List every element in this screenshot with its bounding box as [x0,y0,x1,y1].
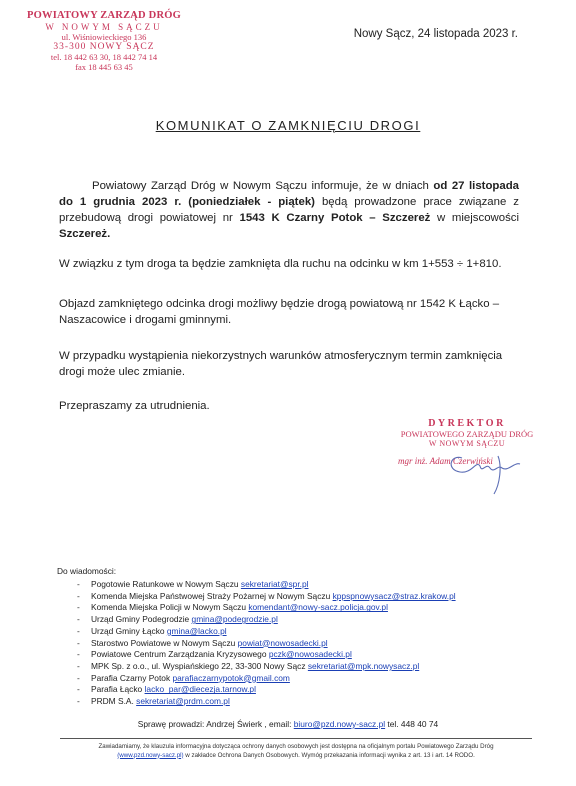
recipient-item [57,614,456,626]
list-dash: - [77,672,80,683]
recipient-name: PRDM S.A. [91,696,137,707]
stamp-zip: 33-300 NOWY SĄCZ [53,42,155,52]
recipient-item [57,626,456,638]
recipient-item [57,684,456,696]
recipient-item [57,638,456,650]
list-dash: - [77,625,80,636]
p1-text-d: będą prowadzone prace związane z przebudową drogi powiatowej nr [59,196,519,224]
recipient-email[interactable]: powiat@nowosadecki.pl [237,637,328,648]
recipient-email[interactable]: kppspnowysacz@straz.krakow.pl [332,590,456,601]
p1-road: 1543 K Czarny Potok – Szczereż [239,212,431,224]
recipients-list [57,566,456,708]
p1-dates: od 27 listopada do 1 grudnia 2023 r. [59,180,519,208]
document-date: Nowy Sącz, 24 listopada 2023 r. [353,28,518,40]
paragraph-apology: Przepraszamy za utrudnienia. [59,400,210,412]
recipient-item [57,602,456,614]
recipient-name: Pogotowie Ratunkowe w Nowym Sączu [91,579,241,589]
recipient-name: Komenda Miejska Policji w Nowym Sączu [91,602,249,613]
paragraph-weather: W przypadku wystąpienia niekorzystnych warunków atmosferycznym termin zamknięcia drogi może ulec zmianie. [59,350,503,378]
recipient-email[interactable]: sekretariat@mpk.nowysacz.pl [307,660,420,671]
recipient-item [57,673,456,685]
handler-prefix: Sprawę prowadzi: Andrzej Świerk , email: [137,719,294,729]
recipients-items [57,579,456,708]
list-dash: - [77,602,80,613]
recipient-email[interactable]: sekretariat@prdm.com.pl [136,696,230,707]
handler-phone: tel. 448 40 74 [385,719,439,729]
p1-locality: Szczereż. [59,228,111,240]
gdpr-website-link[interactable]: (www.pzd.nowy-sacz.pl) [117,751,184,759]
p1-text-a: Powiatowy Zarząd Dróg w Nowym Sączu informuje, że w dniach [92,180,434,192]
recipient-name: Parafia Czarny Potok [91,672,173,683]
paragraph-detour: Objazd zamkniętego odcinka drogi możliwy będzie drogą powiatową nr 1542 K Łącko – Naszacowice i drogami gminnymi. [59,298,500,326]
stamp-name: POWIATOWY ZARZĄD DRÓG [27,10,181,21]
recipient-email[interactable]: lacko_par@diecezja.tarnow.pl [144,684,256,695]
recipient-name: Starostwo Powiatowe w Nowym Sączu [91,637,238,648]
recipient-item [57,579,456,591]
recipient-item [57,649,456,661]
list-dash: - [77,579,80,589]
list-dash: - [77,649,80,660]
stamp-street: ul. Wiśniowieckiego 136 [61,32,147,42]
handwritten-signature-icon [402,436,542,496]
recipient-item [57,661,456,673]
recipient-name: Parafia Łącko [91,684,145,695]
signature-title: DYREKTOR [428,418,506,429]
p1-days: (poniedziałek - piątek) [188,196,315,208]
recipient-name: Urząd Gminy Łącko [91,625,167,636]
recipient-email[interactable]: sekretariat@spr.pl [240,579,309,589]
signature-name: mgr inż. Adam Czerwiński [398,456,493,466]
signature-city: W NOWYM SĄCZU [428,439,506,448]
gdpr-note [60,743,532,760]
list-dash: - [77,614,80,625]
list-dash: - [77,590,80,601]
recipient-email[interactable]: komendant@nowy-sacz.policja.gov.pl [248,602,388,613]
recipient-email[interactable]: gmina@podegrodzie.pl [191,614,278,625]
handler-email[interactable]: biuro@pzd.nowy-sacz.pl [293,719,386,729]
recipient-name: MPK Sp. z o.o., ul. Wyspiańskiego 22, 33-300 Nowy Sącz [91,660,308,671]
recipient-item [57,696,456,708]
director-signature [392,418,542,466]
p1-text-e: w miejscowości [430,212,520,224]
list-dash: - [77,696,80,707]
recipient-name: Powiatowe Centrum Zarządzania Kryzysowego [91,649,269,660]
signature-org: POWIATOWEGO ZARZĄDU DRÓG [400,429,534,439]
recipient-item [57,591,456,603]
stamp-tel: tel. 18 442 63 30, 18 442 74 14 [50,52,158,62]
pzd-stamp [24,10,184,72]
stamp-fax: fax 18 445 63 45 [75,62,133,72]
footer-divider [60,738,532,739]
paragraph-announcement [59,178,519,242]
recipient-name: Komenda Miejska Państwowej Straży Pożarnej w Nowym Sączu [91,590,333,601]
paragraph-closure: W związku z tym droga ta będzie zamknięta dla ruchu na odcinku w km 1+553 ÷ 1+810. [59,258,502,270]
recipient-email[interactable]: parafiaczarnypotok@gmail.com [172,672,290,683]
stamp-city: W NOWYM SĄCZU [45,22,163,32]
list-dash: - [77,660,80,671]
recipient-email[interactable]: gmina@lacko.pl [166,625,227,636]
list-dash: - [77,637,80,648]
document-title: KOMUNIKAT O ZAMKNIĘCIU DROGI [155,118,421,133]
recipients-header: Do wiadomości: [57,566,117,576]
gdpr-line-2: w zakładce Ochrona Danych Osobowych. Wymóg przekazania informacji wynika z art. 13 i art. 14 RODO. [183,751,475,759]
recipient-email[interactable]: pczk@nowosadecki.pl [268,649,352,660]
case-handler [0,719,576,729]
document-body [59,178,519,414]
gdpr-line-1: Zawiadamiamy, że klauzula informacyjna dotycząca ochrony danych osobowych jest dostępna na oficjalnym portalu Powiatowego Zarządu Dróg [98,743,494,750]
recipient-name: Urząd Gminy Podegrodzie [91,614,192,625]
list-dash: - [77,684,80,695]
